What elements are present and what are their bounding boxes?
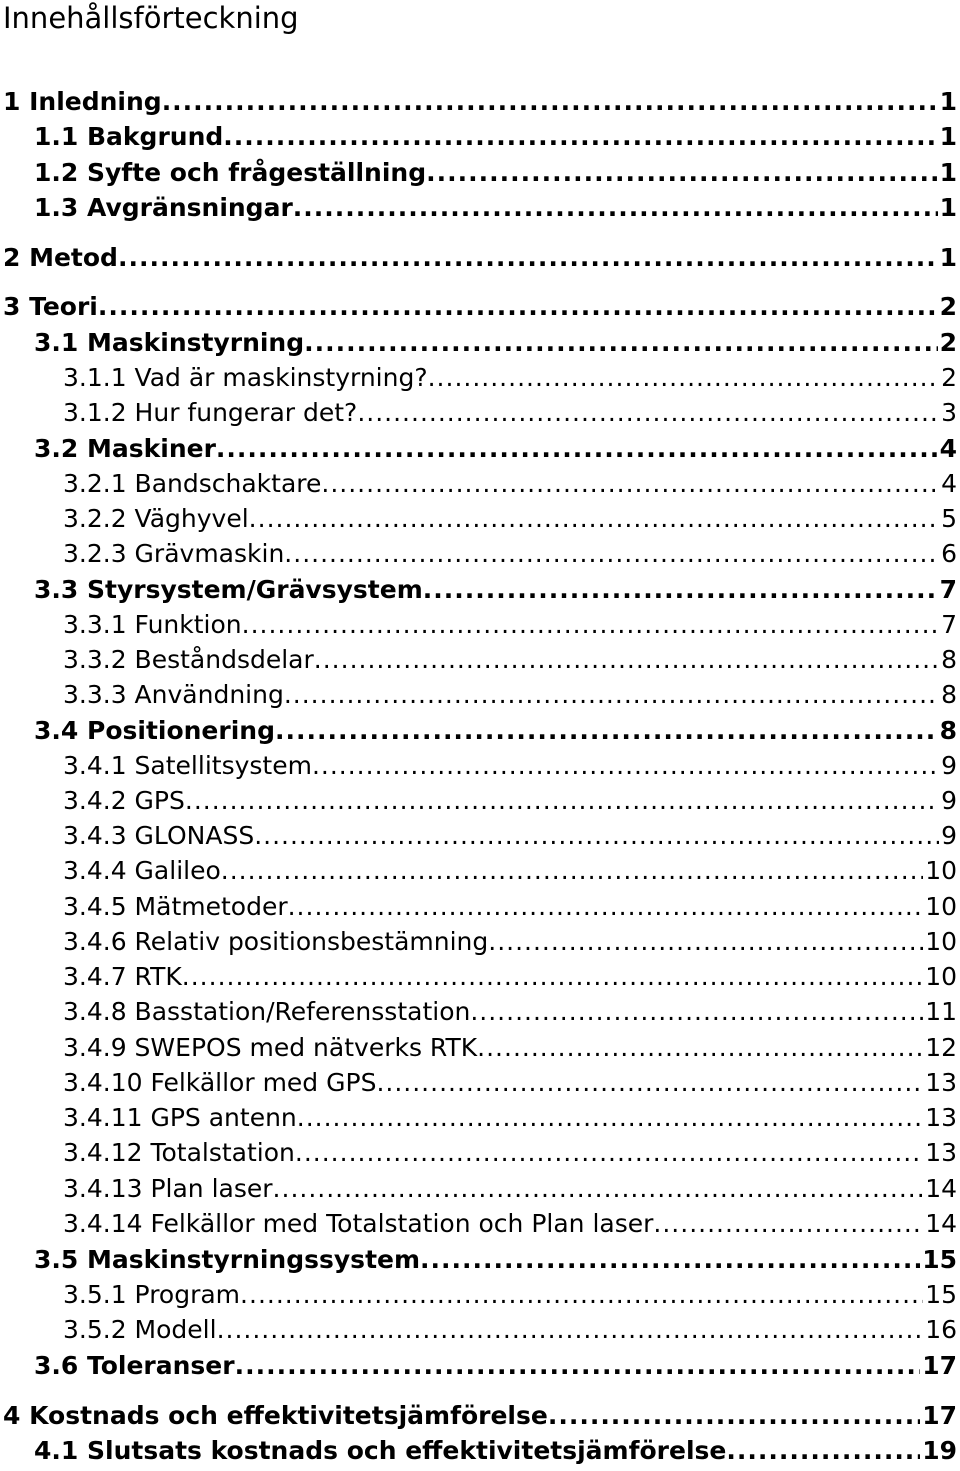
toc-entry[interactable] — [63, 466, 957, 502]
dot-leader — [182, 959, 923, 995]
toc-entry-label: 3.4.12 Totalstation — [63, 1138, 295, 1167]
toc-entry-label: 3.4.7 RTK — [63, 962, 182, 991]
toc-entry-page: 10 — [925, 927, 957, 956]
toc-entry-page: 4 — [939, 434, 957, 463]
toc-entry[interactable] — [63, 889, 957, 925]
dot-leader — [376, 1065, 923, 1101]
toc-entry-page: 1 — [939, 243, 957, 272]
toc-entry-label: 3.4 Positionering — [34, 716, 275, 745]
toc-entry-label: 1.3 Avgränsningar — [34, 193, 293, 222]
dot-leader — [284, 677, 939, 713]
toc-entry-label: 3.1.1 Vad är maskinstyrning? — [63, 363, 428, 392]
toc-entry-page: 8 — [941, 645, 957, 674]
toc-entry-label: 3.4.14 Felkällor med Totalstation och Plan laser — [63, 1209, 654, 1238]
dot-leader — [477, 1030, 923, 1066]
dot-leader — [653, 1206, 923, 1242]
toc-entry[interactable] — [34, 119, 957, 155]
dot-leader — [223, 119, 937, 155]
toc-entry[interactable] — [63, 677, 957, 713]
toc-entry-label: 4 Kostnads och effektivitetsjämförelse — [3, 1401, 548, 1430]
toc-entry[interactable] — [3, 240, 957, 276]
dot-leader — [304, 325, 937, 361]
dot-leader — [314, 642, 939, 678]
toc-entry-page: 10 — [925, 892, 957, 921]
toc-entry-page: 9 — [941, 751, 957, 780]
toc-entry-page: 2 — [939, 292, 957, 321]
toc-entry[interactable] — [63, 1206, 957, 1242]
toc-entry[interactable] — [34, 1348, 957, 1384]
dot-leader — [470, 994, 923, 1030]
toc-entry-page: 13 — [925, 1138, 957, 1167]
toc-entry-page: 1 — [939, 158, 957, 187]
toc-entry-label: 3.4.5 Mätmetoder — [63, 892, 288, 921]
toc-entry[interactable] — [63, 818, 957, 854]
toc-entry[interactable] — [63, 395, 957, 431]
dot-leader — [423, 572, 938, 608]
toc-entry-page: 6 — [941, 539, 957, 568]
toc-entry[interactable] — [34, 155, 957, 191]
toc-entry-label: 3.2.2 Väghyvel — [63, 504, 249, 533]
dot-leader — [284, 536, 939, 572]
toc-entry[interactable] — [63, 1312, 957, 1348]
toc-entry-page: 8 — [939, 716, 957, 745]
toc-entry-page: 2 — [939, 328, 957, 357]
toc-entry-label: 3.4.3 GLONASS — [63, 821, 255, 850]
toc-entry-page: 17 — [922, 1351, 957, 1380]
toc-entry-page: 1 — [939, 193, 957, 222]
toc-entry-label: 3 Teori — [3, 292, 98, 321]
toc-entry-label: 3.4.2 GPS — [63, 786, 185, 815]
toc-entry-label: 3.4.11 GPS antenn — [63, 1103, 297, 1132]
dot-leader — [293, 190, 938, 226]
toc-entry-label: 3.1.2 Hur fungerar det? — [63, 398, 358, 427]
toc-entry-label: 3.3.3 Användning — [63, 680, 284, 709]
toc-entry[interactable] — [63, 501, 957, 537]
toc-entry-page: 4 — [941, 469, 957, 498]
toc-entry-label: 3.4.8 Basstation/Referensstation — [63, 997, 471, 1026]
toc-entry-page: 8 — [941, 680, 957, 709]
toc-entry-page: 7 — [939, 575, 957, 604]
toc-entry-page: 16 — [925, 1315, 957, 1344]
toc-entry-page: 13 — [925, 1103, 957, 1132]
dot-leader — [288, 889, 924, 925]
toc-entry-page: 10 — [925, 962, 957, 991]
toc-entry[interactable] — [63, 1171, 957, 1207]
toc-entry[interactable] — [63, 853, 957, 889]
dot-leader — [185, 783, 939, 819]
dot-leader — [254, 818, 939, 854]
page-title: Innehållsförteckning — [3, 1, 299, 35]
dot-leader — [217, 1312, 924, 1348]
toc-entry-label: 3.4.1 Satellitsystem — [63, 751, 312, 780]
toc-entry[interactable] — [63, 748, 957, 784]
dot-leader — [488, 924, 923, 960]
toc-entry-label: 3.5.1 Program — [63, 1280, 241, 1309]
toc-entry-page: 15 — [922, 1245, 957, 1274]
dot-leader — [420, 1242, 920, 1278]
toc-entry-page: 10 — [925, 856, 957, 885]
dot-leader — [726, 1433, 920, 1469]
dot-leader — [240, 1277, 923, 1313]
dot-leader — [249, 501, 939, 537]
toc-entry-label: 3.4.13 Plan laser — [63, 1174, 273, 1203]
toc-entry-page: 5 — [941, 504, 957, 533]
toc-entry[interactable] — [63, 924, 957, 960]
toc-entry-label: 3.3 Styrsystem/Grävsystem — [34, 575, 423, 604]
toc-entry-label: 3.2.1 Bandschaktare — [63, 469, 322, 498]
toc-entry[interactable] — [34, 431, 957, 467]
toc-entry-label: 3.4.10 Felkällor med GPS — [63, 1068, 377, 1097]
toc-entry[interactable] — [34, 713, 957, 749]
dot-leader — [428, 360, 939, 396]
toc-entry[interactable] — [3, 84, 957, 120]
toc-entry[interactable] — [63, 536, 957, 572]
dot-leader — [275, 713, 938, 749]
dot-leader — [162, 84, 938, 120]
toc-entry[interactable] — [34, 572, 957, 608]
dot-leader — [118, 240, 938, 276]
toc-entry-label: 3.2.3 Grävmaskin — [63, 539, 285, 568]
toc-entry-label: 3.4.9 SWEPOS med nätverks RTK — [63, 1033, 478, 1062]
toc-entry-label: 3.3.2 Beståndsdelar — [63, 645, 314, 674]
toc-entry[interactable] — [63, 360, 957, 396]
toc-entry-label: 3.1 Maskinstyrning — [34, 328, 305, 357]
toc-entry-label: 3.5.2 Modell — [63, 1315, 217, 1344]
toc-entry-label: 1.1 Bakgrund — [34, 122, 224, 151]
dot-leader — [98, 289, 938, 325]
toc-entry-page: 15 — [925, 1280, 957, 1309]
toc-entry[interactable] — [3, 289, 957, 325]
dot-leader — [221, 853, 923, 889]
toc-entry-page: 2 — [941, 363, 957, 392]
toc-entry-label: 4.1 Slutsats kostnads och effektivitetsjämförelse — [34, 1436, 727, 1465]
toc-entry-page: 9 — [941, 786, 957, 815]
dot-leader — [548, 1398, 920, 1434]
toc-entry[interactable] — [34, 190, 957, 226]
toc-entry[interactable] — [63, 959, 957, 995]
dot-leader — [321, 466, 939, 502]
toc-entry-page: 19 — [922, 1436, 957, 1465]
dot-leader — [312, 748, 939, 784]
toc-entry[interactable] — [34, 325, 957, 361]
toc-entry-page: 1 — [939, 87, 957, 116]
toc-entry[interactable] — [63, 1100, 957, 1136]
toc-entry[interactable] — [63, 1135, 957, 1171]
toc-entry-label: 1 Inledning — [3, 87, 162, 116]
toc-entry-page: 14 — [925, 1174, 957, 1203]
toc-entry-page: 11 — [925, 997, 957, 1026]
dot-leader — [295, 1135, 923, 1171]
dot-leader — [297, 1100, 923, 1136]
toc-entry-label: 3.5 Maskinstyrningssystem — [34, 1245, 421, 1274]
dot-leader — [216, 431, 938, 467]
toc-entry-page: 14 — [925, 1209, 957, 1238]
dot-leader — [242, 607, 939, 643]
dot-leader — [357, 395, 939, 431]
toc-entry-label: 3.2 Maskiner — [34, 434, 216, 463]
toc-entry[interactable] — [3, 1398, 957, 1434]
toc-entry[interactable] — [63, 642, 957, 678]
toc-entry[interactable] — [34, 1242, 957, 1278]
toc-entry-label: 3.3.1 Funktion — [63, 610, 242, 639]
toc-entry-page: 12 — [925, 1033, 957, 1062]
toc-entry[interactable] — [63, 607, 957, 643]
toc-entry[interactable] — [63, 1030, 957, 1066]
toc-entry-page: 17 — [922, 1401, 957, 1430]
toc-entry[interactable] — [34, 1433, 957, 1469]
dot-leader — [273, 1171, 924, 1207]
toc-entry[interactable] — [63, 783, 957, 819]
toc-entry-label: 1.2 Syfte och frågeställning — [34, 158, 427, 187]
toc-entry-page: 3 — [941, 398, 957, 427]
toc-entry-page: 13 — [925, 1068, 957, 1097]
toc-entry-label: 3.4.4 Galileo — [63, 856, 221, 885]
toc-entry-label: 3.6 Toleranser — [34, 1351, 235, 1380]
toc-entry-label: 2 Metod — [3, 243, 118, 272]
toc-entry-page: 1 — [939, 122, 957, 151]
toc-entry[interactable] — [63, 1277, 957, 1313]
toc-entry-page: 7 — [941, 610, 957, 639]
toc-entry[interactable] — [63, 994, 957, 1030]
dot-leader — [235, 1348, 921, 1384]
toc-entry-page: 9 — [941, 821, 957, 850]
dot-leader — [426, 155, 937, 191]
toc-entry[interactable] — [63, 1065, 957, 1101]
toc-entry-label: 3.4.6 Relativ positionsbestämning — [63, 927, 489, 956]
